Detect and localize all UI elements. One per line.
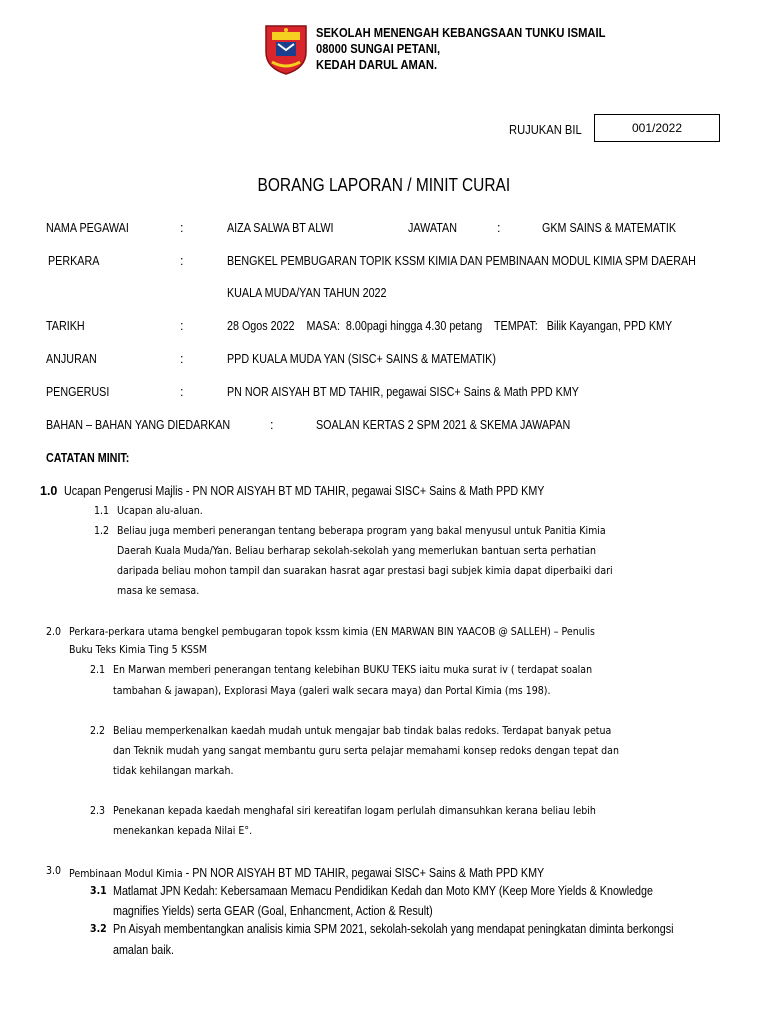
item-1-2-line3: daripada beliau mohon tampil dan suarakan hasrat agar prestasi bagi subjek kimia dapat diperbaiki dari	[117, 564, 613, 577]
section-3-chair: - PN NOR AISYAH BT MD TAHIR, pegawai SISC+ Sains & Math PPD KMY	[182, 866, 545, 880]
item-2-1-number: 2.1	[90, 663, 106, 676]
subject-label: PERKARA	[48, 254, 100, 268]
item-1-2-line4: masa ke semasa.	[117, 584, 200, 597]
officer-label: NAMA PEGAWAI	[46, 221, 129, 235]
position-value: GKM SAINS & MATEMATIK	[542, 221, 676, 235]
item-1-2-line1: Beliau juga memberi penerangan tentang beberapa program yang bakal menyusul untuk Panitia Kimia	[117, 524, 606, 537]
reference-number: 001/2022	[631, 121, 683, 135]
item-3-1-number: 3.1	[90, 884, 107, 897]
item-3-1-line1: Matlamat JPN Kedah: Kebersamaan Memacu Pendidikan Kedah dan Moto KMY (Keep More Yields & Knowledge	[113, 884, 653, 898]
materials-colon: :	[270, 418, 274, 432]
section-2-line1: Perkara-perkara utama bengkel pembugaran topok kssm kimia (EN MARWAN BIN YAACOB @ SALLEH) – Penulis	[69, 625, 595, 638]
section-1-text: Ucapan Pengerusi Majlis - PN NOR AISYAH BT MD TAHIR, pegawai SISC+ Sains & Math PPD KMY	[64, 484, 545, 498]
item-2-2-number: 2.2	[90, 724, 106, 737]
section-1-number: 1.0	[40, 484, 58, 498]
subject-value-line2: KUALA MUDA/YAN TAHUN 2022	[227, 286, 387, 300]
item-3-2-line2: amalan baik.	[113, 943, 174, 957]
item-2-1-line2: tambahan & jawapan), Explorasi Maya (galeri walk secara maya) dan Portal Kimia (ms 198).	[113, 684, 551, 697]
chair-colon: :	[180, 385, 184, 399]
materials-label: BAHAN – BAHAN YANG DIEDARKAN	[46, 418, 231, 432]
item-2-2-line1: Beliau memperkenalkan kaedah mudah untuk mengajar bab tindak balas redoks. Terdapat banyak petua	[113, 724, 612, 737]
date-colon: :	[180, 319, 184, 333]
item-3-2-number: 3.2	[90, 922, 107, 935]
section-2-number: 2.0	[46, 625, 62, 638]
subject-colon: :	[180, 254, 184, 268]
section-3-heading: Pembinaan Modul Kimia	[69, 867, 183, 880]
item-3-2-line1: Pn Aisyah membentangkan analisis kimia SPM 2021, sekolah-sekolah yang mendapat peningkatan diminta berkongsi	[113, 922, 674, 936]
item-2-3-line2: menekankan kepada Nilai E°.	[113, 824, 253, 837]
reference-label: RUJUKAN BIL	[509, 122, 582, 137]
chair-label: PENGERUSI	[46, 385, 110, 399]
minutes-heading: CATATAN MINIT:	[46, 451, 130, 465]
item-1-2-number: 1.2	[94, 524, 110, 537]
reference-number-box	[594, 114, 720, 142]
organizer-colon: :	[180, 352, 184, 366]
organizer-value: PPD KUALA MUDA YAN (SISC+ SAINS & MATEMATIK)	[227, 352, 496, 366]
date-label: TARIKH	[46, 319, 85, 333]
materials-value: SOALAN KERTAS 2 SPM 2021 & SKEMA JAWAPAN	[316, 418, 571, 432]
section-3-number: 3.0	[46, 864, 62, 877]
date-time-venue: 28 Ogos 2022 MASA: 8.00pagi hingga 4.30 petang TEMPAT: Bilik Kayangan, PPD KMY	[227, 319, 673, 333]
school-name: SEKOLAH MENENGAH KEBANGSAAN TUNKU ISMAIL	[316, 25, 606, 40]
chair-value: PN NOR AISYAH BT MD TAHIR, pegawai SISC+ Sains & Math PPD KMY	[227, 385, 579, 399]
item-1-1-text: Ucapan alu-aluan.	[117, 504, 203, 517]
item-2-2-line3: tidak kehilangan markah.	[113, 764, 234, 777]
item-3-1-line2: magnifies Yields) serta GEAR (Goal, Enhancment, Action & Result)	[113, 904, 433, 918]
position-label: JAWATAN	[408, 221, 457, 235]
section-3-line	[69, 864, 544, 882]
item-1-1-number: 1.1	[94, 504, 110, 517]
item-2-3-line1: Penekanan kepada kaedah menghafal siri kereatifan logam perlulah dimansuhkan kerana beliau lebih	[113, 804, 596, 817]
officer-colon: :	[180, 221, 184, 235]
school-crest-logo	[262, 22, 310, 76]
school-address-line1: 08000 SUNGAI PETANI,	[316, 41, 441, 56]
position-colon: :	[497, 221, 501, 235]
section-2-line2: Buku Teks Kimia Ting 5 KSSM	[69, 643, 208, 656]
item-2-3-number: 2.3	[90, 804, 106, 817]
organizer-label: ANJURAN	[46, 352, 97, 366]
subject-value-line1: BENGKEL PEMBUGARAN TOPIK KSSM KIMIA DAN PEMBINAAN MODUL KIMIA SPM DAERAH	[227, 254, 696, 268]
officer-value: AIZA SALWA BT ALWI	[227, 221, 334, 235]
school-address-line2: KEDAH DARUL AMAN.	[316, 57, 438, 72]
item-2-1-line1: En Marwan memberi penerangan tentang kelebihan BUKU TEKS iaitu muka surat iv ( terdapat soalan	[113, 663, 593, 676]
item-2-2-line2: dan Teknik mudah yang sangat membantu guru serta pelajar memahami konsep redoks dengan tepat dan	[113, 744, 619, 757]
item-1-2-line2: Daerah Kuala Muda/Yan. Beliau berharap sekolah-sekolah yang memerlukan bantuan serta perhatian	[117, 544, 597, 557]
document-title: BORANG LAPORAN / MINIT CURAI	[257, 175, 511, 195]
